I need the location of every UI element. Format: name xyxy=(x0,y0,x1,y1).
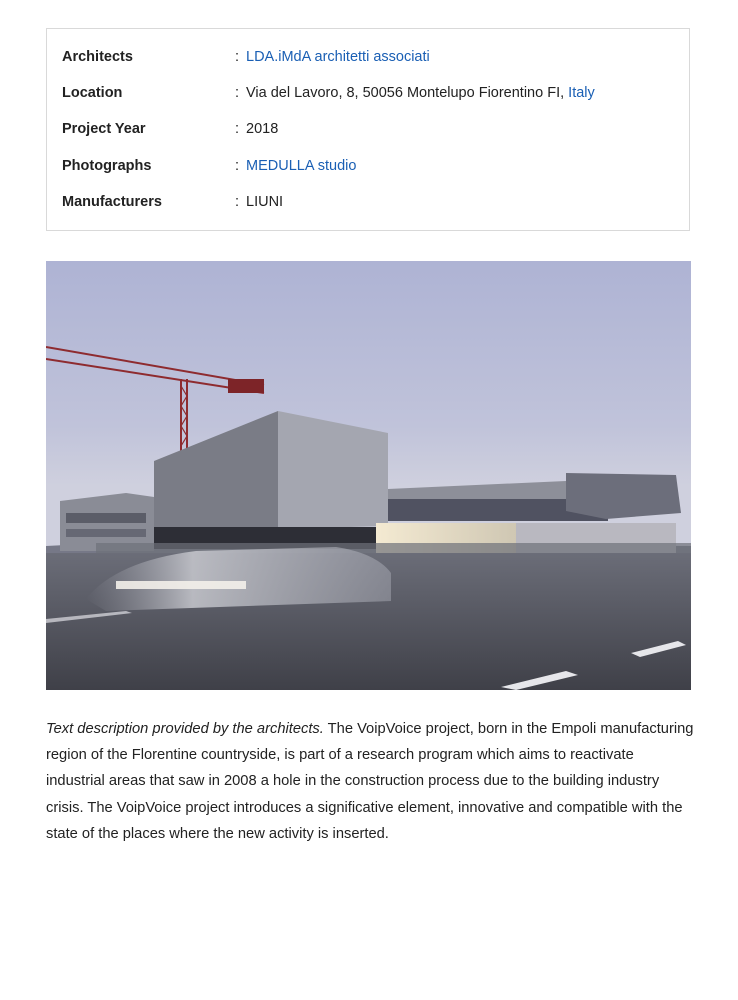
project-description xyxy=(46,716,694,847)
far-right-building xyxy=(566,473,681,519)
left-building-windows xyxy=(66,513,146,523)
photographer-link[interactable]: MEDULLA studio xyxy=(246,158,357,174)
building-photo-illustration xyxy=(46,261,691,690)
spec-separator: : xyxy=(235,158,240,174)
spec-row-photographs xyxy=(47,155,689,177)
spec-row-location xyxy=(47,82,689,104)
spec-label-location: Location xyxy=(62,85,123,101)
spec-row-manufacturers xyxy=(47,191,689,213)
spec-value-location xyxy=(246,82,595,104)
spec-value-manufacturers: LIUNI xyxy=(246,194,284,210)
description-body: The VoipVoice project, born in the Empoli manufacturing region of the Florentine countryside, is part of a research program which aims to reactivate industrial areas that saw in 2008 a hole in the construction process due to the building industry crisis. The VoipVoice project introduces a significative element, innovative and compatible with the state of the places where the new activity is inserted. xyxy=(46,721,694,842)
spec-value-year: 2018 xyxy=(246,121,279,137)
fence xyxy=(96,543,691,553)
car-headlight-streak xyxy=(116,581,246,589)
project-photo[interactable] xyxy=(46,261,691,690)
spec-separator: : xyxy=(235,49,240,65)
spec-row-year xyxy=(47,118,689,140)
spec-label-architects: Architects xyxy=(62,49,133,65)
architects-link[interactable]: LDA.iMdA architetti associati xyxy=(246,49,430,65)
left-building-windows-2 xyxy=(66,529,146,537)
spec-separator: : xyxy=(235,121,240,137)
spec-separator: : xyxy=(235,194,240,210)
location-address: Via del Lavoro, 8, 50056 Montelupo Fiorentino FI, xyxy=(246,85,569,101)
spec-row-architects xyxy=(47,46,689,68)
spec-label-photographs: Photographs xyxy=(62,158,152,174)
country-link[interactable]: Italy xyxy=(568,85,595,101)
spec-separator: : xyxy=(235,85,240,101)
project-specs-table xyxy=(46,28,690,231)
description-credit: Text description provided by the architects. xyxy=(46,721,324,737)
spec-label-manufacturers: Manufacturers xyxy=(62,194,162,210)
spec-label-year: Project Year xyxy=(62,121,146,137)
